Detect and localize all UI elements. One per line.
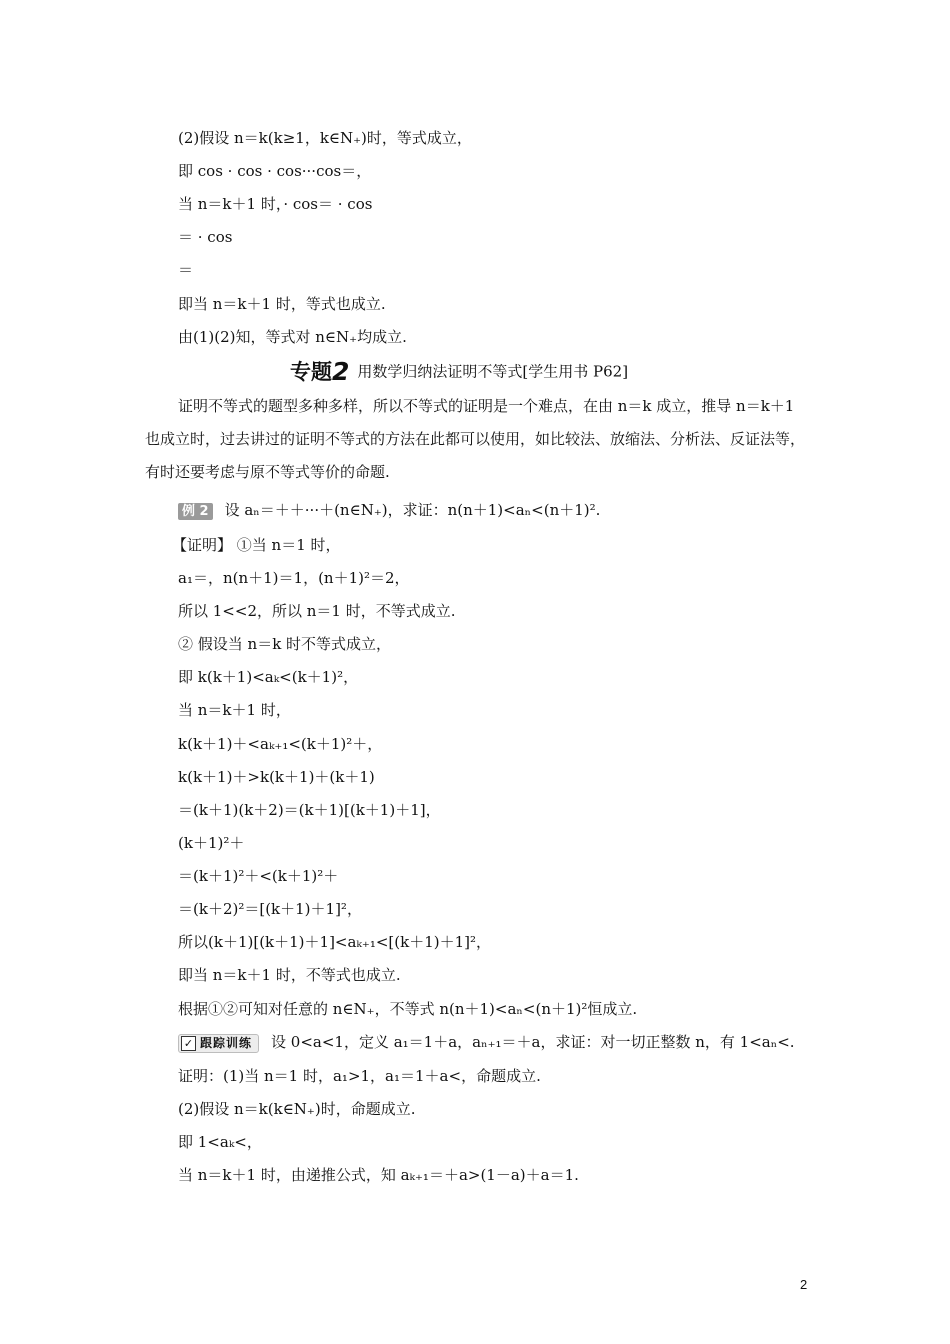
tracking-proof-line: 即 1<aₖ<，: [178, 1133, 262, 1151]
text-line: 当 n＝k＋1 时，· cos＝ · cos: [178, 195, 373, 213]
section-heading: [290, 356, 629, 386]
example-text: 设 aₙ＝＋＋···＋(n∈N₊)，求证：n(n＋1)<aₙ<(n＋1)².: [224, 501, 601, 519]
tracking-line: [178, 1032, 795, 1053]
heading-number: 2: [332, 356, 350, 386]
proof-line: 【证明】 ①当 n＝1 时，: [172, 536, 341, 554]
proof-line: (k＋1)²＋: [178, 834, 245, 852]
text-line: 由(1)(2)知，等式对 n∈N₊均成立.: [178, 328, 407, 346]
tracking-badge: [178, 1034, 259, 1053]
proof-line: a₁＝，n(n＋1)＝1，(n＋1)²＝2，: [178, 569, 410, 587]
heading-subtitle: 用数学归纳法证明不等式[学生用书 P62]: [357, 362, 629, 381]
proof-line: 即 k(k＋1)<aₖ<(k＋1)²，: [178, 668, 359, 686]
text-line: (2)假设 n＝k(k≥1，k∈N₊)时，等式成立，: [178, 129, 472, 147]
tracking-label: 跟踪训练: [200, 1036, 253, 1050]
tracking-proof-line: (2)假设 n＝k(k∈N₊)时，命题成立.: [178, 1100, 416, 1118]
checkmark-icon: ✓: [181, 1036, 196, 1051]
example-line: [178, 500, 600, 520]
proof-line: ② 假设当 n＝k 时不等式成立，: [178, 635, 392, 653]
proof-line: 即当 n＝k＋1 时，不等式也成立.: [178, 966, 401, 984]
proof-line: 所以(k＋1)[(k＋1)＋1]<aₖ₊₁<[(k＋1)＋1]²，: [178, 933, 492, 951]
text-line: ＝: [178, 261, 194, 279]
page-number: 2: [800, 1277, 808, 1292]
text-line: 即当 n＝k＋1 时，等式也成立.: [178, 295, 386, 313]
proof-line: k(k＋1)＋>k(k＋1)＋(k＋1): [178, 768, 375, 786]
proof-line: k(k＋1)＋<aₖ₊₁<(k＋1)²＋，: [178, 735, 383, 753]
tracking-proof-line: 当 n＝k＋1 时，由递推公式，知 aₖ₊₁＝＋a>(1－a)＋a＝1.: [178, 1166, 579, 1184]
proof-line: ＝(k＋1)(k＋2)＝(k＋1)[(k＋1)＋1]，: [178, 801, 441, 819]
heading-title: 专题: [290, 360, 332, 384]
proof-line: 当 n＝k＋1 时，: [178, 701, 291, 719]
text-line: 即 cos · cos · cos···cos＝，: [178, 162, 372, 180]
intro-paragraph: 证明不等式的题型多种多样，所以不等式的证明是一个难点，在由 n＝k 成立，推导 n＝k＋1 也成立时，过去讲过的证明不等式的方法在此都可以使用，如比较法、放缩法、分析法、反证法等，有时还要考虑与原不等式等价的命题.: [145, 397, 806, 481]
proof-line: ＝(k＋1)²＋<(k＋1)²＋: [178, 867, 339, 885]
text-line: ＝ · cos: [178, 228, 233, 246]
example-badge: 例 2: [178, 503, 213, 520]
proof-line: 所以 1<<2，所以 n＝1 时，不等式成立.: [178, 602, 456, 620]
tracking-proof-line: 证明：(1)当 n＝1 时，a₁>1，a₁＝1＋a<，命题成立.: [178, 1067, 541, 1085]
proof-line: 根据①②可知对任意的 n∈N₊，不等式 n(n＋1)<aₙ<(n＋1)²恒成立.: [178, 1000, 638, 1018]
tracking-text: 设 0<a<1，定义 a₁＝1＋a，aₙ₊₁＝＋a，求证：对一切正整数 n，有 1<aₙ<.: [271, 1033, 795, 1051]
proof-line: ＝(k＋2)²＝[(k＋1)＋1]²，: [178, 900, 362, 918]
